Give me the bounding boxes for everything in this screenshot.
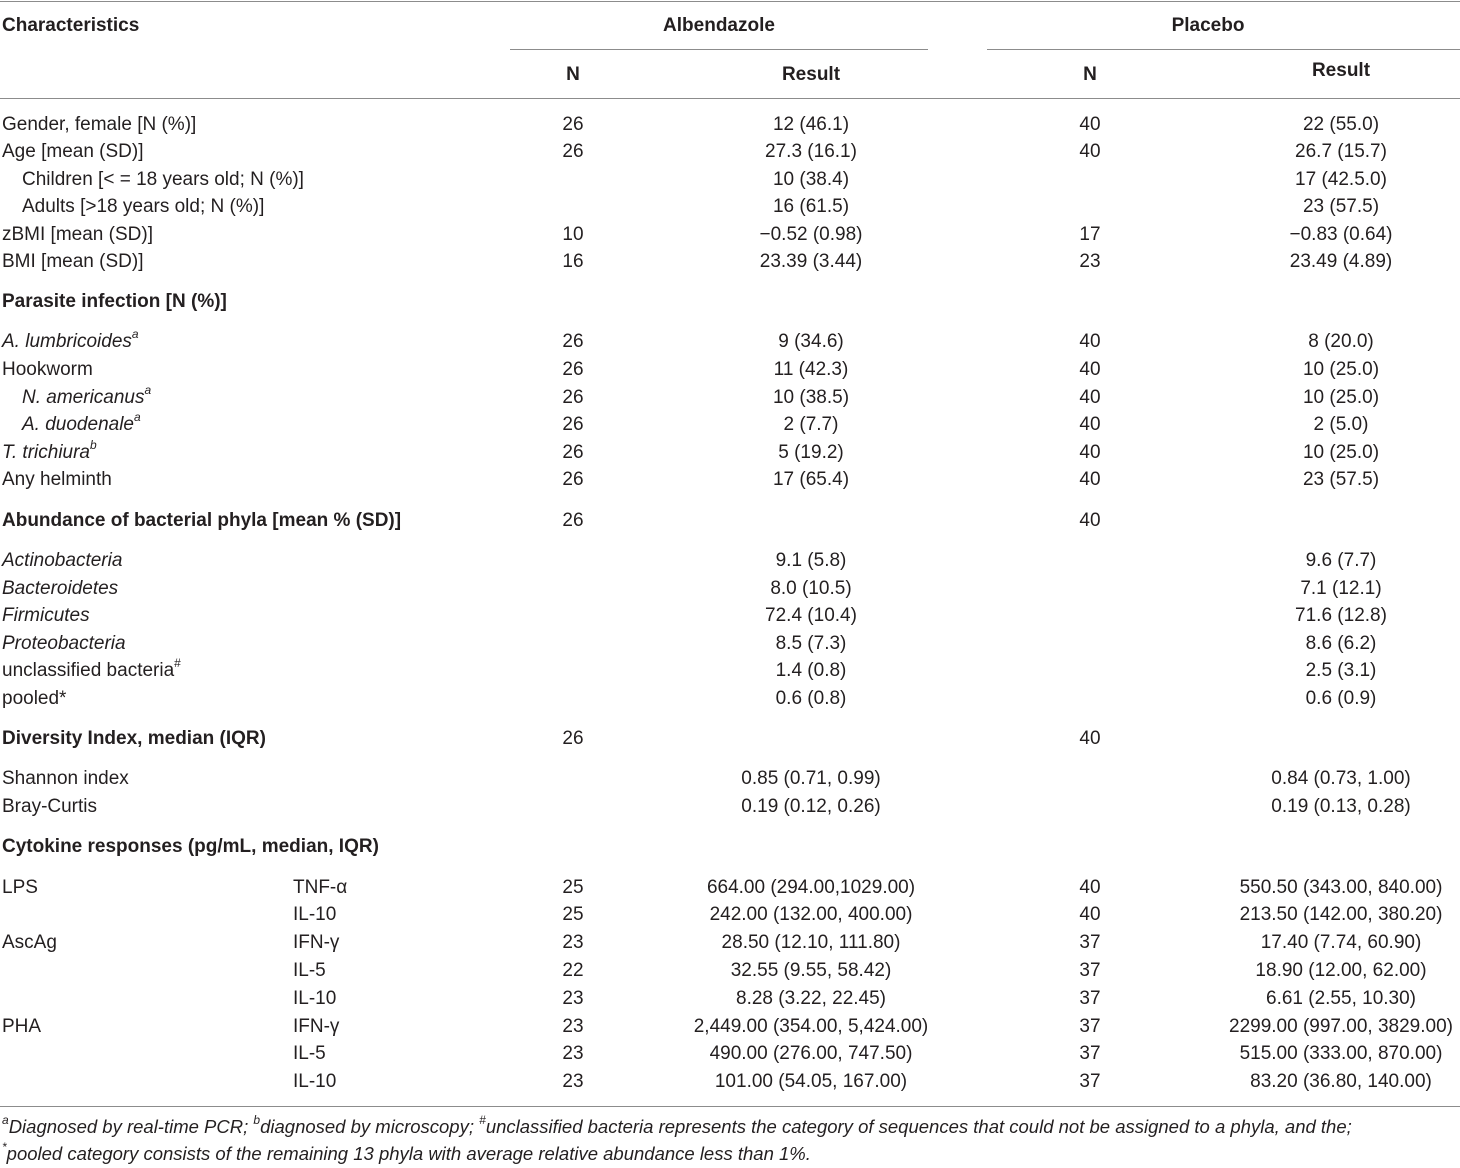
placebo-n-cell: 40	[1079, 904, 1101, 925]
row-label	[2, 141, 144, 163]
albendazole-n-cell: 26	[562, 141, 584, 162]
albendazole-n-cell: 16	[562, 251, 584, 272]
row-label-text: Hookworm	[2, 359, 93, 380]
row-label	[22, 196, 264, 218]
row-label-text: Any helminth	[2, 469, 112, 490]
row-cytokine: IL-10	[293, 988, 337, 1009]
row-label-superscript: #	[174, 655, 181, 670]
row-label	[2, 633, 126, 655]
placebo-n-cell: 40	[1079, 141, 1101, 162]
albendazole-result-cell: 32.55 (9.55, 58.42)	[730, 960, 892, 981]
row-label-text: A. lumbricoides	[2, 331, 132, 352]
placebo-n-cell: 40	[1079, 387, 1101, 408]
albendazole-result-cell: 664.00 (294.00,1029.00)	[706, 877, 916, 898]
placebo-result-cell: 9.6 (7.7)	[1305, 550, 1377, 571]
placebo-n-cell: 37	[1079, 988, 1101, 1009]
row-label-text: Firmicutes	[2, 605, 90, 626]
row-label	[2, 510, 401, 532]
row-label-text: Age [mean (SD)]	[2, 141, 144, 162]
row-label	[2, 768, 129, 790]
placebo-result-cell: 23 (57.5)	[1302, 469, 1380, 490]
footnote-sup-hash: #	[479, 1112, 486, 1127]
albendazole-result-cell: 17 (65.4)	[772, 469, 850, 490]
row-cytokine: IL-10	[293, 1071, 337, 1092]
albendazole-result-cell: 9.1 (5.8)	[775, 550, 847, 571]
placebo-result-cell: 0.6 (0.9)	[1305, 688, 1377, 709]
row-label	[2, 655, 181, 682]
placebo-n-cell: 40	[1079, 877, 1101, 898]
placebo-result-cell: 71.6 (12.8)	[1295, 605, 1387, 626]
placebo-n-cell: 40	[1079, 414, 1101, 435]
placebo-n-cell: 37	[1079, 1043, 1101, 1064]
row-label-text: Diversity Index, median (IQR)	[2, 728, 266, 749]
row-cytokine: IL-5	[293, 1043, 326, 1064]
row-label-text: Bray-Curtis	[2, 796, 98, 817]
albendazole-result-cell: 2,449.00 (354.00, 5,424.00)	[693, 1016, 929, 1037]
albendazole-result-cell: 0.19 (0.12, 0.26)	[741, 796, 881, 817]
albendazole-n-cell: 26	[562, 469, 584, 490]
albendazole-result-cell: 23.39 (3.44)	[759, 251, 863, 272]
table-bottom-rule	[0, 1106, 1460, 1107]
albendazole-n-cell: 25	[562, 904, 584, 925]
placebo-result-cell: 2.5 (3.1)	[1305, 660, 1377, 681]
row-label	[2, 688, 66, 710]
row-label-text: Actinobacteria	[2, 550, 123, 571]
footnote-microscopy: diagnosed by microscopy;	[260, 1116, 480, 1137]
albendazole-result-cell: 242.00 (132.00, 400.00)	[709, 904, 913, 925]
row-label	[2, 836, 379, 858]
albendazole-result-cell: 490.00 (276.00, 747.50)	[709, 1043, 913, 1064]
placebo-result-cell: 17 (42.5.0)	[1295, 169, 1387, 190]
placebo-n-cell: 40	[1079, 331, 1101, 352]
placebo-n-cell: 37	[1079, 960, 1101, 981]
albendazole-n-cell: 26	[562, 387, 584, 408]
header-placebo-result: Result	[1311, 60, 1371, 81]
albendazole-result-cell: 8.5 (7.3)	[775, 633, 847, 654]
header-albendazole-n: N	[566, 64, 580, 85]
header-characteristics: Characteristics	[2, 15, 140, 36]
row-label-text: unclassified bacteria	[2, 660, 175, 681]
placebo-n-cell: 40	[1079, 728, 1101, 749]
header-bottom-rule	[0, 98, 1460, 99]
placebo-n-cell: 40	[1079, 442, 1101, 463]
albendazole-result-cell: 101.00 (54.05, 167.00)	[714, 1071, 908, 1092]
row-label	[2, 605, 90, 627]
albendazole-n-cell: 26	[562, 442, 584, 463]
albendazole-n-cell: 23	[562, 1016, 584, 1037]
header-albendazole-result: Result	[781, 64, 841, 85]
placebo-result-cell: 2 (5.0)	[1313, 414, 1369, 435]
placebo-result-cell: 6.61 (2.55, 10.30)	[1266, 988, 1416, 1009]
albendazole-n-cell: 26	[562, 359, 584, 380]
row-label	[2, 469, 112, 491]
placebo-result-cell: 18.90 (12.00, 62.00)	[1255, 960, 1427, 981]
albendazole-result-cell: 1.4 (0.8)	[775, 660, 847, 681]
row-label	[2, 728, 266, 750]
placebo-result-cell: −0.83 (0.64)	[1289, 224, 1393, 245]
row-label	[2, 326, 139, 353]
row-label	[22, 169, 304, 191]
placebo-result-cell: 8.6 (6.2)	[1305, 633, 1377, 654]
row-cytokine: IL-10	[293, 904, 337, 925]
header-placebo: Placebo	[1171, 15, 1245, 36]
row-label-text: Parasite infection [N (%)]	[2, 291, 227, 312]
albendazole-n-cell: 26	[562, 414, 584, 435]
albendazole-result-cell: 8.0 (10.5)	[770, 578, 852, 599]
placebo-result-cell: 10 (25.0)	[1302, 359, 1380, 380]
row-label	[2, 932, 57, 954]
row-label-superscript: a	[134, 409, 141, 424]
albendazole-n-cell: 23	[562, 988, 584, 1009]
placebo-n-cell: 37	[1079, 1071, 1101, 1092]
row-label-text: Proteobacteria	[2, 633, 126, 654]
placebo-result-cell: 10 (25.0)	[1302, 442, 1380, 463]
row-label-text: T. trichiura	[2, 442, 90, 463]
albendazole-result-cell: 11 (42.3)	[773, 359, 849, 380]
placebo-result-cell: 17.40 (7.74, 60.90)	[1260, 932, 1422, 953]
albendazole-n-cell: 10	[562, 224, 584, 245]
row-label	[2, 291, 227, 313]
albendazole-result-cell: 5 (19.2)	[778, 442, 844, 463]
row-label-text: zBMI [mean (SD)]	[2, 224, 153, 245]
albendazole-result-cell: 27.3 (16.1)	[765, 141, 857, 162]
row-label	[2, 251, 143, 273]
row-label	[2, 877, 38, 899]
placebo-result-cell: 0.19 (0.13, 0.28)	[1271, 796, 1411, 817]
row-cytokine: IL-5	[293, 960, 326, 981]
placebo-result-cell: 515.00 (333.00, 870.00)	[1239, 1043, 1443, 1064]
albendazole-result-cell: 0.6 (0.8)	[775, 688, 847, 709]
placebo-group-rule	[987, 49, 1460, 50]
placebo-result-cell: 8 (20.0)	[1308, 331, 1374, 352]
header-albendazole: Albendazole	[663, 15, 775, 36]
row-label-text: Abundance of bacterial phyla [mean % (SD)]	[2, 510, 402, 531]
placebo-result-cell: 26.7 (15.7)	[1295, 141, 1387, 162]
albendazole-n-cell: 26	[562, 510, 584, 531]
row-label	[2, 1016, 41, 1038]
placebo-result-cell: 2299.00 (997.00, 3829.00)	[1229, 1016, 1453, 1037]
row-label-text: Cytokine responses (pg/mL, median, IQR)	[2, 836, 379, 857]
albendazole-n-cell: 23	[562, 1043, 584, 1064]
row-label-text: pooled*	[2, 688, 67, 709]
albendazole-result-cell: 10 (38.4)	[772, 169, 850, 190]
albendazole-result-cell: 16 (61.5)	[772, 196, 850, 217]
albendazole-result-cell: −0.52 (0.98)	[759, 224, 863, 245]
row-label-text: Bacteroidetes	[2, 578, 119, 599]
row-label	[2, 114, 196, 136]
row-label-text: N. americanus	[22, 387, 145, 408]
albendazole-group-rule	[510, 49, 928, 50]
albendazole-result-cell: 10 (38.5)	[772, 387, 850, 408]
row-label-text: Adults [>18 years old; N (%)]	[22, 196, 265, 217]
albendazole-n-cell: 26	[562, 728, 584, 749]
albendazole-result-cell: 12 (46.1)	[772, 114, 850, 135]
placebo-result-cell: 213.50 (142.00, 380.20)	[1239, 904, 1443, 925]
row-label-text: BMI [mean (SD)]	[2, 251, 144, 272]
albendazole-result-cell: 9 (34.6)	[778, 331, 844, 352]
row-label-superscript: a	[144, 382, 152, 397]
row-label	[22, 409, 141, 436]
placebo-n-cell: 40	[1079, 359, 1101, 380]
row-label-superscript: b	[90, 437, 97, 452]
row-label	[2, 578, 118, 600]
row-label-text: PHA	[2, 1016, 42, 1037]
albendazole-n-cell: 26	[562, 331, 584, 352]
albendazole-result-cell: 8.28 (3.22, 22.45)	[736, 988, 886, 1009]
placebo-n-cell: 37	[1079, 1016, 1101, 1037]
row-cytokine: IFN-γ	[293, 1016, 340, 1037]
placebo-result-cell: 23.49 (4.89)	[1289, 251, 1393, 272]
row-label	[2, 796, 97, 818]
row-cytokine: IFN-γ	[293, 932, 340, 953]
albendazole-n-cell: 23	[562, 932, 584, 953]
row-label-text: Shannon index	[2, 768, 129, 789]
row-label-text: LPS	[2, 877, 38, 898]
row-label-superscript: a	[131, 326, 139, 341]
placebo-n-cell: 40	[1079, 114, 1101, 135]
albendazole-result-cell: 28.50 (12.10, 111.80)	[721, 932, 901, 953]
albendazole-result-cell: 72.4 (10.4)	[765, 605, 857, 626]
placebo-result-cell: 550.50 (343.00, 840.00)	[1239, 877, 1443, 898]
row-label-text: Children [< = 18 years old; N (%)]	[22, 169, 304, 190]
placebo-result-cell: 22 (55.0)	[1302, 114, 1380, 135]
footnote-pcr: Diagnosed by real-time PCR;	[8, 1116, 254, 1137]
row-label-text: Gender, female [N (%)]	[2, 114, 197, 135]
placebo-n-cell: 17	[1079, 224, 1101, 245]
placebo-result-cell: 23 (57.5)	[1302, 196, 1380, 217]
row-label	[2, 550, 122, 572]
row-label-text: A. duodenale	[22, 414, 134, 435]
placebo-result-cell: 0.84 (0.73, 1.00)	[1271, 768, 1411, 789]
row-label	[2, 437, 97, 464]
row-label	[22, 382, 152, 409]
row-label	[2, 224, 153, 246]
footnote-unclassified: unclassified bacteria represents the category of sequences that could not be assigned to a phyla, and the;	[485, 1116, 1352, 1137]
albendazole-result-cell: 2 (7.7)	[783, 414, 839, 435]
albendazole-result-cell: 0.85 (0.71, 0.99)	[741, 768, 881, 789]
top-rule	[0, 1, 1460, 2]
placebo-n-cell: 40	[1079, 510, 1101, 531]
placebo-n-cell: 23	[1079, 251, 1101, 272]
footnote-sup-b: b	[253, 1112, 261, 1127]
albendazole-n-cell: 26	[562, 114, 584, 135]
albendazole-n-cell: 25	[562, 877, 584, 898]
footnote-sup-star: *	[2, 1139, 7, 1154]
row-label-text: AscAg	[2, 932, 57, 953]
placebo-result-cell: 83.20 (36.80, 140.00)	[1250, 1071, 1432, 1092]
footnote-line-1	[2, 1113, 1352, 1141]
placebo-n-cell: 40	[1079, 469, 1101, 490]
placebo-result-cell: 10 (25.0)	[1302, 387, 1380, 408]
row-label	[2, 359, 93, 381]
albendazole-n-cell: 22	[562, 960, 584, 981]
row-cytokine: TNF-α	[293, 877, 348, 898]
header-placebo-n: N	[1083, 64, 1097, 85]
placebo-result-cell: 7.1 (12.1)	[1300, 578, 1382, 599]
placebo-n-cell: 37	[1079, 932, 1101, 953]
footnote-sup-a: a	[2, 1112, 9, 1127]
footnote-pooled: pooled category consists of the remaining 13 phyla with average relative abundance less than 1%.	[6, 1143, 811, 1164]
footnote-line-2	[2, 1140, 811, 1168]
albendazole-n-cell: 23	[562, 1071, 584, 1092]
